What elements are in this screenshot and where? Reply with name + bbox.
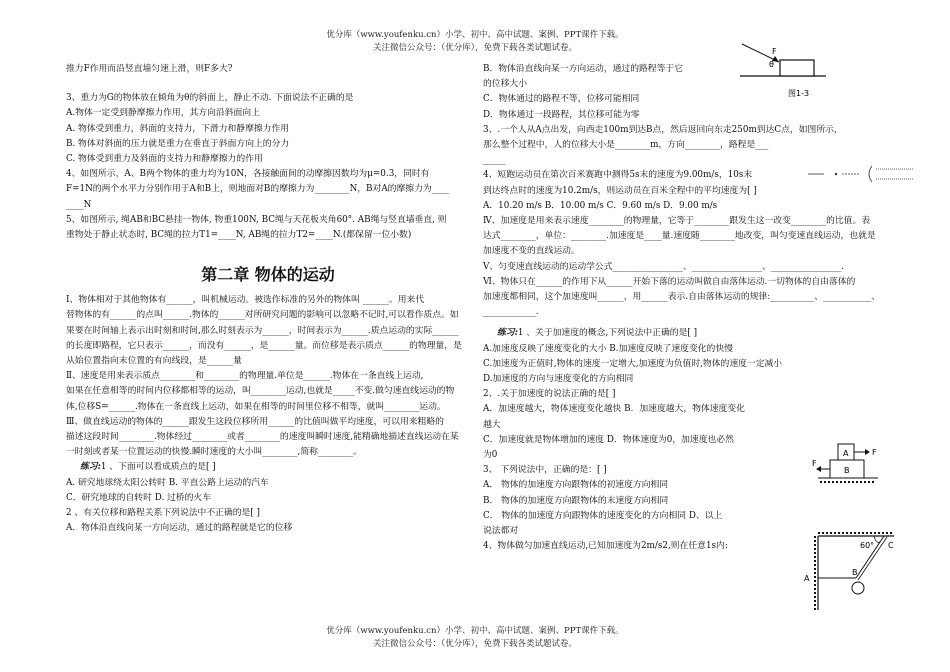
section-3: Ⅲ、做直线运动的物体的______跟发生这段位移所用______的比值叫做平均速度，可以用来粗略的 xyxy=(66,416,444,427)
label-f2: F xyxy=(812,459,817,468)
option-line: C．加速度就是物体增加的速度 D．物体速度为0，加速度也必然 xyxy=(483,434,734,445)
footer-line-2: 关注微信公众号：（优分库），免费下载各类试题试卷。 xyxy=(372,639,577,649)
text-line: 从始位置指向末位置的有向线段，是______量 xyxy=(66,356,242,367)
option-line: D．物体通过一段路程，其位移可能为零 xyxy=(483,109,640,120)
arrow-head-icon xyxy=(865,449,870,455)
practice-question-1: 1 、关于加速度的概念,下列说法中正确的是[ ] xyxy=(517,328,698,339)
section-5: Ⅴ、匀变速直线运动的运动学公式________________、________________、________________. xyxy=(483,261,845,272)
option-line: A． 物体的加速度方向跟物体的初速度方向相同 xyxy=(483,480,669,491)
figure-caption: 图1-3 xyxy=(788,89,810,98)
text-line: ____________. xyxy=(483,307,539,318)
text-line: 到达终点时的速度为10.2m/s，则运动员在百米全程中的平均速度为[ ] xyxy=(483,185,757,196)
label-b: B xyxy=(852,568,858,577)
option-line: B．物体沿直线向某一方向运动，通过的路程等于它 xyxy=(483,64,683,74)
question-3: 3、.一个人从A点出发，向西走100m到达B点，然后返回向东走250m到达C点，如图所示， xyxy=(483,124,843,135)
label-f1: F xyxy=(872,448,877,457)
text-line: 那么整个过程中，人的位移大小是________m，方向________，路程是___ xyxy=(483,140,769,151)
text-line: 为0 xyxy=(483,450,498,461)
question-4: 4、短跑运动员在第次百米赛跑中测得5s末的速度为9.00m/s，10s末 xyxy=(483,170,753,181)
option-line: A.加速度反映了速度变化的大小 B.加速度反映了速度变化的快慢 xyxy=(483,343,733,354)
text-line: F=1N的两个水平力分别作用于A和B上，则地面对B的摩擦力为________N，B对A的摩擦力为____ xyxy=(66,184,450,195)
text-line: 加速度都相同，这个加速度叫______，用______表示.自由落体运动的规律:__________、___________、 xyxy=(483,292,881,303)
option-line: A. 物体受到重力，斜面的支持力，下滑力和静摩擦力作用 xyxy=(66,123,290,134)
angle-label: 60° xyxy=(860,541,875,550)
practice-question-4: 4、物体做匀加速直线运动,已知加速度为2m/s2,则在任意1s内: xyxy=(483,541,728,552)
label-a: A xyxy=(804,574,810,583)
section-1: Ⅰ、物体相对于其他物体有______，叫机械运动。被选作标准的另外的物体叫 ______。用来代 xyxy=(66,295,425,306)
footer-line-1: 优分库（www.youfenku.cn）小学、初中、高中试题、案例、PPT课件下载。 xyxy=(326,626,624,636)
header-line-1: 优分库（www.youfenku.cn）小学、初中、高中试题、案例、PPT课件下载。 xyxy=(326,30,624,40)
option-line: C. 物体受到重力及斜面的支持力和静摩擦力的作用 xyxy=(66,154,263,165)
angle-arc xyxy=(874,536,880,542)
angle-label: θ xyxy=(769,60,774,69)
practice-question-3: 3、 下列说法中，正确的是：[ ] xyxy=(483,465,607,476)
text-line: 一时刻或者某一位置运动的快慢.瞬时速度的大小叫________,简称________。 xyxy=(66,447,362,458)
text-line: 描述这段时间________.物体经过________或者________的速度叫瞬时速度,能精确地描述直线运动在某 xyxy=(66,432,459,443)
section-6: Ⅵ、物体只在______的作用下从______开始下落的运动叫做自由落体运动.一切物体的自由落体的 xyxy=(483,276,856,287)
force-label: F xyxy=(772,47,777,56)
text-line: 说法都对 xyxy=(483,526,519,537)
option-line: B． 物体的加速度方向跟物体的末速度方向相同 xyxy=(483,495,669,506)
question-5: 5、如图所示, 绳AB和BC悬挂一物体, 物重100N, BC绳与天花板夹角60°. AB绳与竖直墙垂直, 则 xyxy=(66,214,447,225)
practice-line xyxy=(483,326,903,341)
text-line: 果要在时间轴上表示出时刻和时间,那么时刻表示为______，时间表示为______.质点运动的实际______ xyxy=(66,325,459,336)
page-footer xyxy=(0,625,950,651)
hanging-weight-figure xyxy=(800,528,898,620)
question-4: 4、如图所示，A、B两个物体的重力均为10N，各接触面间的动摩擦因数均为μ=0.3，同时有 xyxy=(66,169,430,180)
header-line-2: 关注微信公众号：（优分库），免费下载各类试题试卷。 xyxy=(372,43,577,53)
text-line: 加速度不变的直线运动。 xyxy=(483,246,580,257)
text-line: 越大 xyxy=(483,419,501,430)
option-line: A. 研究地球绕太阳公转时 B. 平直公路上运动的汽车 xyxy=(66,477,269,488)
block xyxy=(780,60,814,76)
text-line: ____N xyxy=(66,199,92,210)
text-line: 如果在任意相等的时间内位移都相等的运动，叫________运动,也就是_____不变.做匀速直线运动的物 xyxy=(66,386,455,397)
practice-question-2: 2 、有关位移和路程关系下列说法中不正确的是[ ] xyxy=(66,508,260,519)
option-line: C．研究地球的自转时 D. 过桥的火车 xyxy=(66,492,212,503)
practice-question-1: 1 、下面可以看成质点的是[ ] xyxy=(100,462,216,473)
option-line: C． 物体的加速度方向跟物体的速度变化的方向相同 D、以上 xyxy=(483,510,723,521)
option-line: A．10.20 m/s B．10.00 m/s C．9.60 m/s D．9.00 m/s xyxy=(483,200,718,211)
text-line: 重物处于静止状态时, BC绳的拉力T1=____N, AB绳的拉力T2=____N.(都保留一位小数) xyxy=(66,230,412,241)
option-line: C．物体通过的路程不等，位移可能相同 xyxy=(483,94,640,105)
blank-line xyxy=(66,77,470,91)
label-a: A xyxy=(843,449,849,458)
label-c: C xyxy=(888,541,894,550)
text-line: 的位移大小 xyxy=(483,79,527,90)
left-column xyxy=(66,62,470,536)
direction-sketch xyxy=(806,163,918,185)
question-3: 3、重力为G的物体放在倾角为θ的斜面上，静止不动. 下面说法不正确的是 xyxy=(66,93,354,104)
option-line: B. 物体对斜面的压力就是重力在垂直于斜面方向上的分力 xyxy=(66,138,290,149)
text-line: 推力F作用而沿竖直墙匀速上滑，则F多大? xyxy=(66,64,233,74)
chapter-title: 第二章 物体的运动 xyxy=(201,265,335,285)
option-line: A.物体一定受到静摩擦力作用，其方向沿斜面向上 xyxy=(66,108,260,119)
option-line: D.加速度的方向与速度变化的方向相同 xyxy=(483,374,634,385)
option-line: C.加速度为正值时,物体的速度一定增大,加速度为负值时,物体的速度一定减小 xyxy=(483,358,783,369)
section-4: Ⅳ、加速度是用来表示速度________的物理量，它等于________跟发生这一改变________的比值。表 xyxy=(483,216,871,227)
weight-ball xyxy=(852,582,864,594)
figure-1-3 xyxy=(732,34,832,102)
text-line: _____ xyxy=(483,155,505,166)
text-line: 的长度即路程，它只表示______，而没有______，是______量。而位移是表示质点______的物理量，是 xyxy=(66,340,462,351)
text-line: 替物体的有______的点叫______.物体的______对所研究问题的影响可以忽略不记时,可以看作质点。如 xyxy=(66,310,459,321)
text-line: 体,位移S=______.物体在一条直线上运动，如果在相等的时间里位移不相等，就叫________运动。 xyxy=(66,401,446,412)
label-b: B xyxy=(844,466,850,475)
practice-label: 练习: xyxy=(79,462,101,473)
option-line: A．加速度越大，物体速度变化越快 B．加速度越大，物体速度变化 xyxy=(483,404,745,415)
stacked-blocks-figure xyxy=(812,436,882,496)
text-line: 达式________，单位：________.加速度是____量.速度随________地改变，叫匀变速直线运动，也就是 xyxy=(483,231,876,242)
practice-line xyxy=(66,460,470,475)
option-line: A．物体沿直线向某一方向运动，通过的路程就是它的位移 xyxy=(66,523,293,534)
section-2: Ⅱ、速度是用来表示质点________和________的物理量.单位是______.物体在一条直线上运动, xyxy=(66,371,424,382)
practice-question-2: 2、.关于加速度的说法正确的是[ ] xyxy=(483,389,616,400)
practice-label: 练习: xyxy=(496,328,518,339)
arrow-head-icon xyxy=(816,466,821,472)
